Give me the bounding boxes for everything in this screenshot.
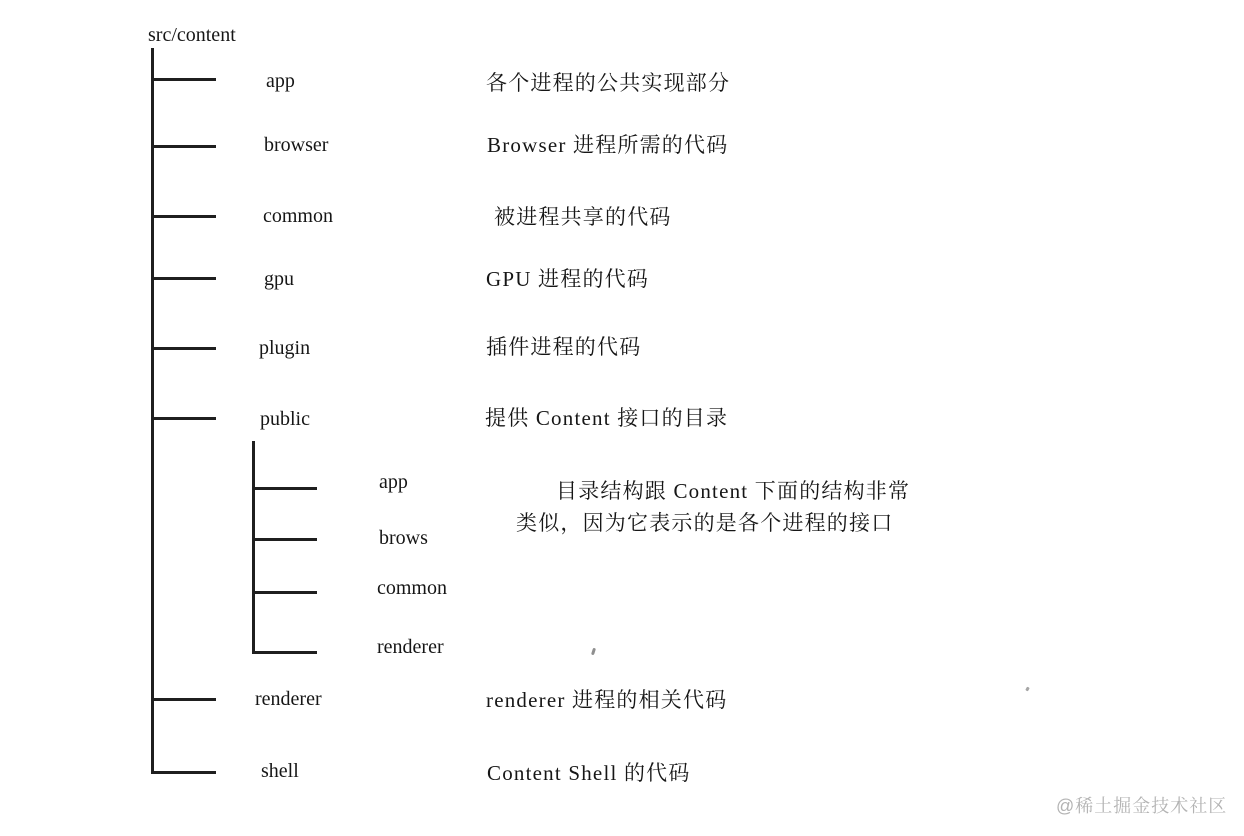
watermark-text: @稀土掘金技术社区 (1056, 796, 1228, 816)
sub-branch-line-common (252, 591, 317, 594)
node-desc-browser: Browser 进程所需的代码 (487, 133, 729, 157)
node-label-gpu: gpu (264, 268, 294, 290)
branch-line-plugin (151, 347, 216, 350)
node-label-plugin: plugin (259, 337, 311, 359)
sub-node-label-common: common (377, 577, 447, 599)
branch-line-shell (151, 771, 216, 774)
node-desc-shell: Content Shell 的代码 (487, 761, 691, 785)
scan-artifact-mark (591, 648, 596, 656)
node-desc-renderer: renderer 进程的相关代码 (486, 688, 728, 712)
branch-line-common (151, 215, 216, 218)
sub-node-label-app: app (379, 471, 408, 493)
scan-artifact-mark (1025, 687, 1030, 692)
node-desc-public: 提供 Content 接口的目录 (485, 406, 729, 430)
sub-node-label-brows: brows (379, 527, 428, 549)
node-label-shell: shell (261, 760, 299, 782)
subtree-annotation-line-2: 类似，因为它表示的是各个进程的接口 (516, 511, 894, 535)
node-desc-plugin: 插件进程的代码 (486, 335, 642, 359)
node-desc-app: 各个进程的公共实现部分 (486, 71, 731, 95)
tree-trunk-line (151, 48, 154, 774)
node-label-app: app (266, 70, 295, 92)
node-desc-gpu: GPU 进程的代码 (486, 267, 650, 291)
sub-branch-line-brows (252, 538, 317, 541)
branch-line-gpu (151, 277, 216, 280)
node-label-browser: browser (264, 134, 329, 156)
node-label-common: common (263, 205, 333, 227)
branch-line-public (151, 417, 216, 420)
sub-branch-line-renderer (252, 651, 317, 654)
subtree-annotation-line-1: 目录结构跟 Content 下面的结构非常 (556, 479, 911, 503)
subtree-trunk-line (252, 441, 255, 654)
branch-line-renderer (151, 698, 216, 701)
branch-line-app (151, 78, 216, 81)
sub-node-label-renderer: renderer (377, 636, 444, 658)
branch-line-browser (151, 145, 216, 148)
tree-root-label: src/content (148, 24, 236, 46)
node-desc-common: 被进程共享的代码 (494, 205, 672, 229)
node-label-public: public (260, 408, 310, 430)
node-label-renderer: renderer (255, 688, 322, 710)
sub-branch-line-app (252, 487, 317, 490)
